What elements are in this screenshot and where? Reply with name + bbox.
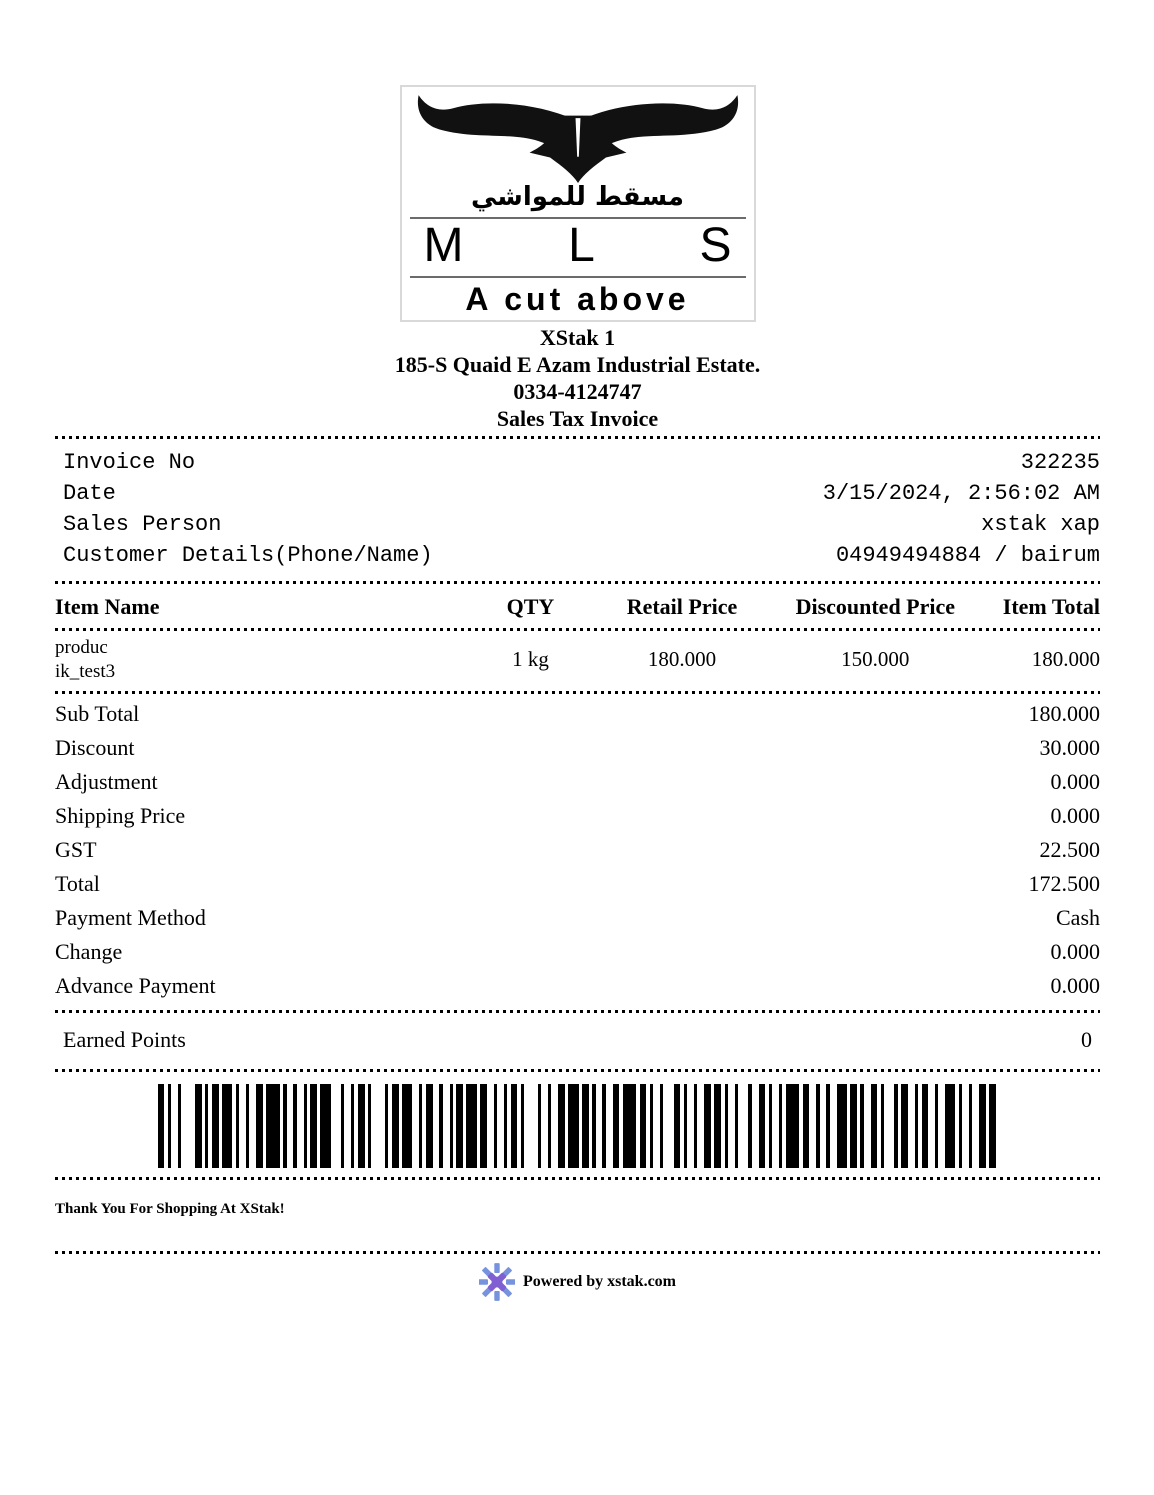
store-info (55, 324, 1100, 436)
summary-label: GST (55, 836, 97, 862)
summary-label: Total (55, 870, 100, 896)
summary-value: Cash (1056, 904, 1100, 930)
item-retail-price: 180.000 (647, 647, 717, 672)
summary-label: Adjustment (55, 768, 158, 794)
logo-letters (410, 219, 746, 278)
item-qty: 1 kg (512, 647, 549, 672)
table-row (55, 631, 1100, 691)
barcode (158, 1084, 998, 1168)
summary-row-shipping (55, 799, 1100, 833)
store-logo (400, 85, 756, 322)
invoice-meta (55, 439, 1100, 581)
summary-row-gst (55, 833, 1100, 867)
logo-letter-m: M (423, 218, 464, 272)
document-title: Sales Tax Invoice (496, 405, 659, 431)
summary-row-total (55, 867, 1100, 901)
thank-you-message: Thank You For Shopping At XStak! (55, 1200, 285, 1217)
column-item-name: Item Name (55, 593, 160, 619)
meta-value: 322235 (1020, 449, 1100, 475)
summary-value: 0.000 (1050, 938, 1100, 964)
divider (55, 1251, 1100, 1254)
logo-letter-s: S (699, 218, 732, 272)
summary-label: Shipping Price (55, 802, 186, 828)
summary-value: 180.000 (1028, 700, 1100, 726)
item-discounted-price: 150.000 (841, 647, 910, 672)
items-table-header (55, 584, 1100, 628)
meta-value: 04949494884 / bairum (835, 542, 1100, 568)
earned-points-value: 0 (1081, 1026, 1092, 1052)
meta-row-sales-person (55, 509, 1100, 540)
meta-row-invoice-no (55, 447, 1100, 478)
meta-row-date (55, 478, 1100, 509)
summary-row-adjustment (55, 765, 1100, 799)
summary-row-discount (55, 731, 1100, 765)
summary-value: 30.000 (1039, 734, 1100, 760)
logo-arabic-text: مسقط للمواشي (410, 183, 746, 219)
summary-label: Sub Total (55, 700, 140, 726)
meta-label: Invoice No (63, 449, 196, 475)
meta-row-customer (55, 540, 1100, 571)
bull-head-icon (410, 91, 746, 183)
meta-value: 3/15/2024, 2:56:02 AM (822, 480, 1100, 506)
item-name-line2: ik_test3 (55, 660, 116, 682)
summary-label: Payment Method (55, 904, 206, 930)
meta-value: xstak xap (981, 511, 1100, 537)
summary-row-advance-payment (55, 969, 1100, 1003)
logo-letter-l: L (568, 218, 595, 272)
summary-value: 0.000 (1050, 802, 1100, 828)
barcode-section (55, 1072, 1100, 1177)
meta-label: Date (63, 480, 116, 506)
store-address: 185-S Quaid E Azam Industrial Estate. (394, 351, 761, 377)
column-retail-price: Retail Price (626, 593, 738, 619)
powered-by-row (55, 1261, 1100, 1323)
summary-value: 0.000 (1050, 768, 1100, 794)
powered-by-text: Powered by xstak.com (522, 1272, 677, 1290)
divider (55, 1177, 1100, 1180)
store-name: XStak 1 (539, 324, 616, 350)
item-total: 180.000 (1031, 647, 1100, 672)
summary-value: 172.500 (1028, 870, 1100, 896)
summary-label: Discount (55, 734, 135, 760)
summary-label: Advance Payment (55, 972, 216, 998)
meta-label: Sales Person (63, 511, 222, 537)
column-discounted-price: Discounted Price (795, 593, 956, 619)
logo-tagline: A cut above (465, 280, 690, 317)
summary-value: 0.000 (1050, 972, 1100, 998)
column-item-total: Item Total (1002, 593, 1100, 619)
summary-row-change (55, 935, 1100, 969)
summary-label: Change (55, 938, 123, 964)
column-qty: QTY (506, 593, 555, 619)
store-phone: 0334-4124747 (513, 378, 642, 404)
meta-label: Customer Details(Phone/Name) (63, 542, 433, 568)
earned-points-row (55, 1013, 1100, 1069)
summary-row-payment-method (55, 901, 1100, 935)
totals-summary (55, 694, 1100, 1010)
xstak-asterisk-icon (479, 1261, 515, 1303)
item-name (55, 636, 473, 684)
receipt (0, 85, 1154, 1323)
earned-points-label: Earned Points (63, 1026, 186, 1052)
summary-value: 22.500 (1039, 836, 1100, 862)
item-name-line1: produc (55, 636, 108, 658)
summary-row-sub-total (55, 697, 1100, 731)
